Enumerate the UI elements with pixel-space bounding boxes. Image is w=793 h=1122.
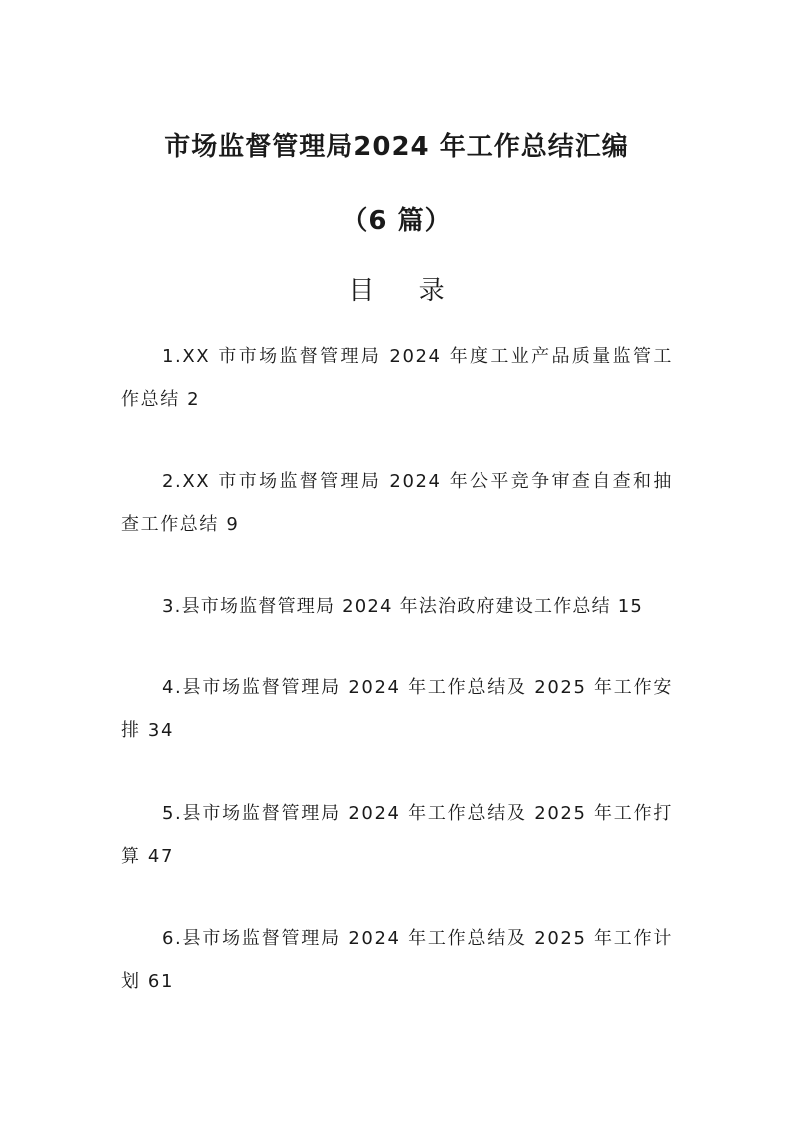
toc-item-4[interactable]: 4.县市场监督管理局 2024 年工作总结及 2025 年工作安排 34: [121, 677, 673, 741]
toc-heading: 目 录: [348, 276, 463, 306]
toc-item-6[interactable]: 6.县市场监督管理局 2024 年工作总结及 2025 年工作计划 61: [121, 928, 673, 992]
document-title: 市场监督管理局2024 年工作总结汇编: [164, 132, 629, 162]
toc-item-1[interactable]: 1.XX 市市场监督管理局 2024 年度工业产品质量监管工作总结 2: [121, 346, 673, 410]
document-subtitle: （6 篇）: [341, 206, 452, 236]
toc-item-3[interactable]: 3.县市场监督管理局 2024 年法治政府建设工作总结 15: [162, 596, 644, 617]
toc-item-5[interactable]: 5.县市场监督管理局 2024 年工作总结及 2025 年工作打算 47: [121, 803, 673, 867]
toc-item-2[interactable]: 2.XX 市市场监督管理局 2024 年公平竞争审查自查和抽查工作总结 9: [121, 471, 673, 535]
